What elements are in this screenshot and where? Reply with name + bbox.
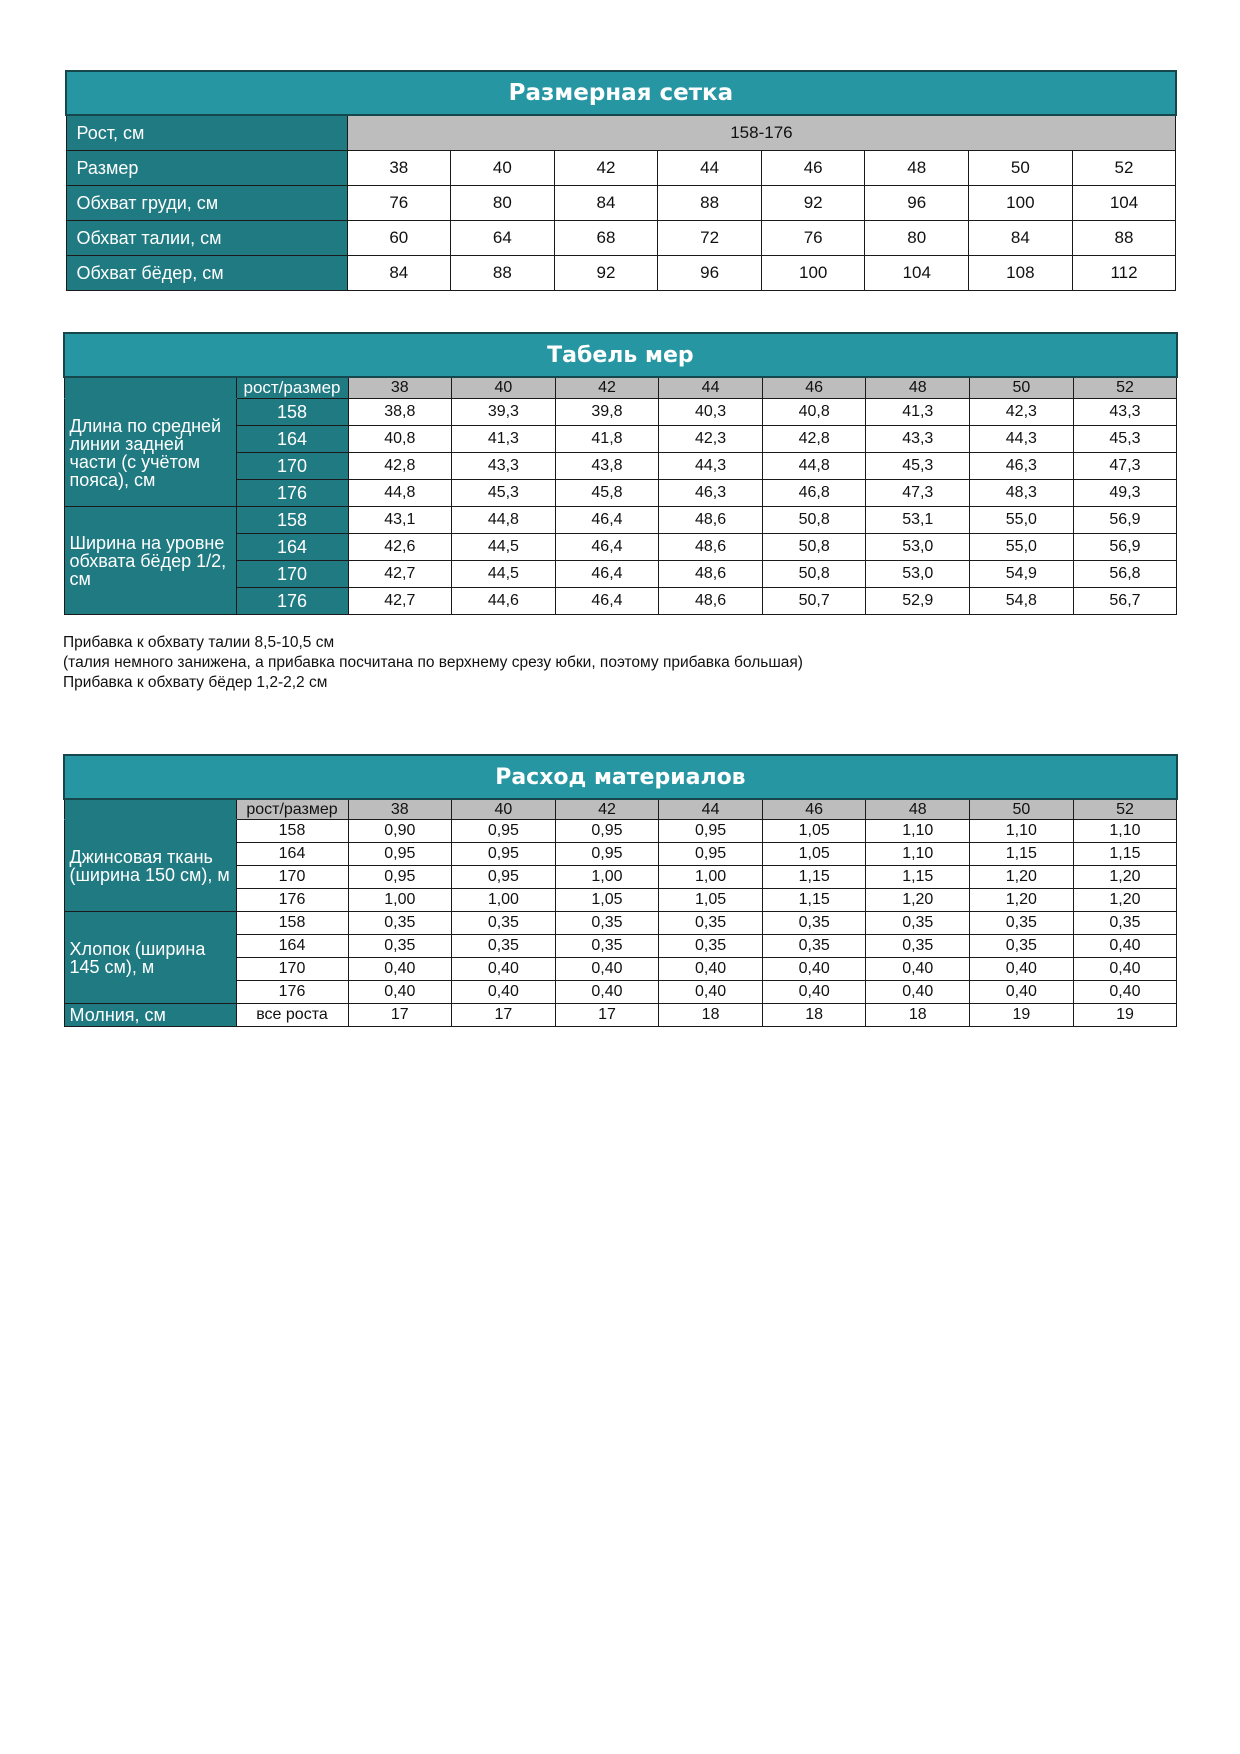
table-cell: 84 [969,221,1073,256]
table-cell: 0,35 [1073,912,1177,935]
table-cell: 40,8 [762,399,866,426]
table-cell: 60 [347,221,451,256]
table-cell: 44,3 [659,453,763,480]
table-cell: 45,3 [866,453,970,480]
table-cell: 96 [865,186,969,221]
table-cell: 46,4 [555,588,659,615]
height-cell: 164 [236,843,348,866]
table-cell: 44,6 [452,588,556,615]
group-label: Хлопок (ширина 145 см), м [64,912,236,1004]
table-cell: 0,40 [452,958,556,981]
table-cell: 42,7 [348,561,452,588]
size-header: 38 [348,377,452,399]
table-cell: 104 [865,256,969,291]
height-cell: 176 [236,981,348,1004]
height-size-header: рост/размер [236,799,348,820]
table-cell: 44,3 [970,426,1074,453]
table-cell: 47,3 [866,480,970,507]
table-cell: 0,40 [555,981,659,1004]
table-cell: 52,9 [866,588,970,615]
table-cell: 46,4 [555,507,659,534]
zipper-label: Молния, см [64,1004,236,1027]
table-cell: 44 [658,151,762,186]
table-cell: 18 [866,1004,970,1027]
group-label: Длина по средней линии задней части (с учётом пояса), см [64,399,236,507]
table-row [64,399,1177,426]
table-cell: 1,10 [970,820,1074,843]
table-cell: 48,6 [659,507,763,534]
table-cell: 56,9 [1073,507,1177,534]
table-cell: 0,95 [348,843,452,866]
size-chart-title: Размерная сетка [66,71,1176,115]
table-cell: 54,9 [970,561,1074,588]
table-cell: 43,3 [1073,399,1177,426]
note-hip-ease: Прибавка к обхвату бёдер 1,2-2,2 см [63,674,328,691]
table-cell: 108 [969,256,1073,291]
table-cell: 0,90 [348,820,452,843]
table-cell: 1,15 [762,866,866,889]
table-cell: 50,8 [762,534,866,561]
height-cell: 176 [236,480,348,507]
table-cell: 48,6 [659,534,763,561]
table-cell: 55,0 [970,507,1074,534]
table-cell: 50,8 [762,561,866,588]
table-cell: 44,5 [452,561,556,588]
size-header: 50 [970,799,1074,820]
table-cell: 19 [970,1004,1074,1027]
table-cell: 88 [658,186,762,221]
table-cell: 44,8 [348,480,452,507]
zipper-row [64,1004,1177,1027]
table-cell: 92 [761,186,865,221]
table-cell: 0,40 [1073,981,1177,1004]
height-cell: 164 [236,534,348,561]
table-cell: 44,8 [762,453,866,480]
table-cell: 1,15 [866,866,970,889]
size-header: 52 [1073,377,1177,399]
table-cell: 56,7 [1073,588,1177,615]
table-cell: 1,20 [1073,866,1177,889]
table-cell: 42,3 [659,426,763,453]
table-cell: 52 [1072,151,1176,186]
size-header: 46 [762,799,866,820]
table-cell: 0,35 [970,935,1074,958]
table-cell: 43,3 [452,453,556,480]
table-cell: 19 [1073,1004,1177,1027]
row-label: Обхват талии, см [66,221,347,256]
table-cell: 38,8 [348,399,452,426]
table-cell: 1,15 [1073,843,1177,866]
height-cell: 158 [236,820,348,843]
size-header: 38 [348,799,452,820]
table-cell: 45,3 [452,480,556,507]
size-chart-row [66,151,1176,186]
table-cell: 112 [1072,256,1176,291]
table-cell: 0,95 [452,843,556,866]
table-cell: 48,3 [970,480,1074,507]
row-label: Размер [66,151,347,186]
note-waist-ease: Прибавка к обхвату талии 8,5-10,5 см [63,634,335,651]
table-cell: 72 [658,221,762,256]
size-chart-table [65,70,1177,291]
table-cell: 56,8 [1073,561,1177,588]
height-cell: 158 [236,912,348,935]
height-cell: 170 [236,958,348,981]
table-cell: 0,35 [452,935,556,958]
table-cell: 0,35 [762,935,866,958]
table-cell: 41,8 [555,426,659,453]
table-cell: 42 [554,151,658,186]
height-cell: 158 [236,399,348,426]
size-chart-row [66,186,1176,221]
table-cell: 17 [555,1004,659,1027]
table-cell: 43,8 [555,453,659,480]
row-label: Обхват бёдер, см [66,256,347,291]
table-cell: 45,8 [555,480,659,507]
table-cell: 1,00 [348,889,452,912]
table-cell: 1,20 [866,889,970,912]
measurements-table [63,332,1178,615]
height-label: Рост, см [66,115,347,151]
table-cell: 43,1 [348,507,452,534]
table-cell: 44,5 [452,534,556,561]
table-cell: 84 [554,186,658,221]
table-cell: 0,35 [970,912,1074,935]
height-cell: 170 [236,866,348,889]
table-cell: 0,40 [1073,958,1177,981]
table-cell: 38 [347,151,451,186]
table-cell: 18 [659,1004,763,1027]
header-blank-cell [64,377,236,399]
table-cell: 46,3 [970,453,1074,480]
size-header: 42 [555,377,659,399]
table-cell: 0,40 [1073,935,1177,958]
table-cell: 0,35 [762,912,866,935]
table-cell: 1,05 [555,889,659,912]
height-cell: 170 [236,453,348,480]
table-cell: 42,3 [970,399,1074,426]
table-cell: 0,40 [762,958,866,981]
size-header: 44 [659,799,763,820]
table-cell: 0,40 [452,981,556,1004]
table-cell: 50,7 [762,588,866,615]
table-cell: 100 [969,186,1073,221]
table-cell: 0,35 [348,935,452,958]
table-cell: 76 [347,186,451,221]
table-cell: 0,35 [659,935,763,958]
table-cell: 0,95 [555,820,659,843]
height-size-header: рост/размер [236,377,348,399]
size-header: 40 [452,799,556,820]
size-header: 44 [659,377,763,399]
table-cell: 104 [1072,186,1176,221]
row-label: Обхват груди, см [66,186,347,221]
table-cell: 0,95 [659,820,763,843]
table-cell: 49,3 [1073,480,1177,507]
table-cell: 46,4 [555,534,659,561]
table-cell: 48,6 [659,588,763,615]
table-cell: 46,3 [659,480,763,507]
table-cell: 100 [761,256,865,291]
table-cell: 1,05 [762,843,866,866]
table-cell: 42,6 [348,534,452,561]
size-header: 48 [866,377,970,399]
table-cell: 48 [865,151,969,186]
table-cell: 68 [554,221,658,256]
table-cell: 80 [865,221,969,256]
measurements-title: Табель мер [64,333,1177,377]
table-cell: 88 [1072,221,1176,256]
header-blank-cell [64,799,236,820]
table-cell: 88 [451,256,555,291]
table-cell: 17 [348,1004,452,1027]
table-cell: 17 [452,1004,556,1027]
table-cell: 50,8 [762,507,866,534]
table-cell: 46,8 [762,480,866,507]
table-cell: 76 [761,221,865,256]
table-cell: 42,8 [762,426,866,453]
table-cell: 0,35 [555,935,659,958]
table-cell: 50 [969,151,1073,186]
table-cell: 41,3 [866,399,970,426]
table-cell: 0,40 [866,958,970,981]
height-cell: 170 [236,561,348,588]
table-cell: 53,0 [866,534,970,561]
table-cell: 64 [451,221,555,256]
table-cell: 0,35 [555,912,659,935]
size-header: 48 [866,799,970,820]
table-cell: 1,10 [866,843,970,866]
table-cell: 0,40 [659,981,763,1004]
table-cell: 1,00 [555,866,659,889]
table-row [64,820,1177,843]
table-cell: 54,8 [970,588,1074,615]
table-cell: 0,95 [659,843,763,866]
table-cell: 0,95 [452,866,556,889]
table-cell: 44,8 [452,507,556,534]
size-header: 52 [1073,799,1177,820]
table-cell: 53,1 [866,507,970,534]
table-cell: 84 [347,256,451,291]
height-cell: 164 [236,935,348,958]
table-cell: 1,00 [452,889,556,912]
table-cell: 0,40 [970,958,1074,981]
table-cell: 55,0 [970,534,1074,561]
table-cell: 0,35 [348,912,452,935]
size-header: 40 [452,377,556,399]
table-cell: 1,05 [659,889,763,912]
height-range: 158-176 [347,115,1176,151]
table-cell: 0,40 [555,958,659,981]
table-cell: 0,35 [452,912,556,935]
table-cell: 1,20 [970,889,1074,912]
table-cell: 46,4 [555,561,659,588]
table-row [64,507,1177,534]
table-cell: 92 [554,256,658,291]
table-cell: 1,20 [1073,889,1177,912]
table-cell: 0,35 [659,912,763,935]
materials-table [63,754,1178,1027]
size-header: 42 [555,799,659,820]
table-cell: 47,3 [1073,453,1177,480]
table-cell: 1,10 [1073,820,1177,843]
table-cell: 56,9 [1073,534,1177,561]
size-header: 50 [970,377,1074,399]
table-cell: 40,3 [659,399,763,426]
table-cell: 39,3 [452,399,556,426]
height-cell: 176 [236,588,348,615]
table-cell: 0,95 [452,820,556,843]
notes [63,633,803,693]
table-cell: 0,40 [348,981,452,1004]
table-cell: 0,40 [970,981,1074,1004]
table-cell: 0,95 [555,843,659,866]
group-label: Ширина на уровне обхвата бёдер 1/2, см [64,507,236,615]
table-cell: 1,05 [762,820,866,843]
table-cell: 1,10 [866,820,970,843]
table-cell: 46 [761,151,865,186]
table-cell: 48,6 [659,561,763,588]
table-cell: 40,8 [348,426,452,453]
table-cell: 41,3 [452,426,556,453]
table-cell: 45,3 [1073,426,1177,453]
table-cell: 0,40 [348,958,452,981]
size-chart-row [66,256,1176,291]
table-row [64,912,1177,935]
table-cell: 18 [762,1004,866,1027]
table-cell: 0,40 [659,958,763,981]
table-cell: 43,3 [866,426,970,453]
table-cell: 42,8 [348,453,452,480]
table-cell: 1,20 [970,866,1074,889]
group-label: Джинсовая ткань (ширина 150 см), м [64,820,236,912]
table-cell: 42,7 [348,588,452,615]
table-cell: 0,95 [348,866,452,889]
table-cell: 0,35 [866,912,970,935]
height-cell: 158 [236,507,348,534]
table-cell: 1,00 [659,866,763,889]
height-cell: 164 [236,426,348,453]
table-cell: 1,15 [970,843,1074,866]
size-header: 46 [762,377,866,399]
table-cell: 1,15 [762,889,866,912]
table-cell: 39,8 [555,399,659,426]
table-cell: 0,40 [762,981,866,1004]
table-cell: 0,40 [866,981,970,1004]
table-cell: 96 [658,256,762,291]
note-waist-explanation: (талия немного занижена, а прибавка посчитана по верхнему срезу юбки, поэтому прибавка большая) [63,654,803,671]
table-cell: 53,0 [866,561,970,588]
size-chart-row [66,221,1176,256]
table-cell: 40 [451,151,555,186]
zipper-height: все роста [236,1004,348,1027]
materials-title: Расход материалов [64,755,1177,799]
height-cell: 176 [236,889,348,912]
table-cell: 80 [451,186,555,221]
table-cell: 0,35 [866,935,970,958]
